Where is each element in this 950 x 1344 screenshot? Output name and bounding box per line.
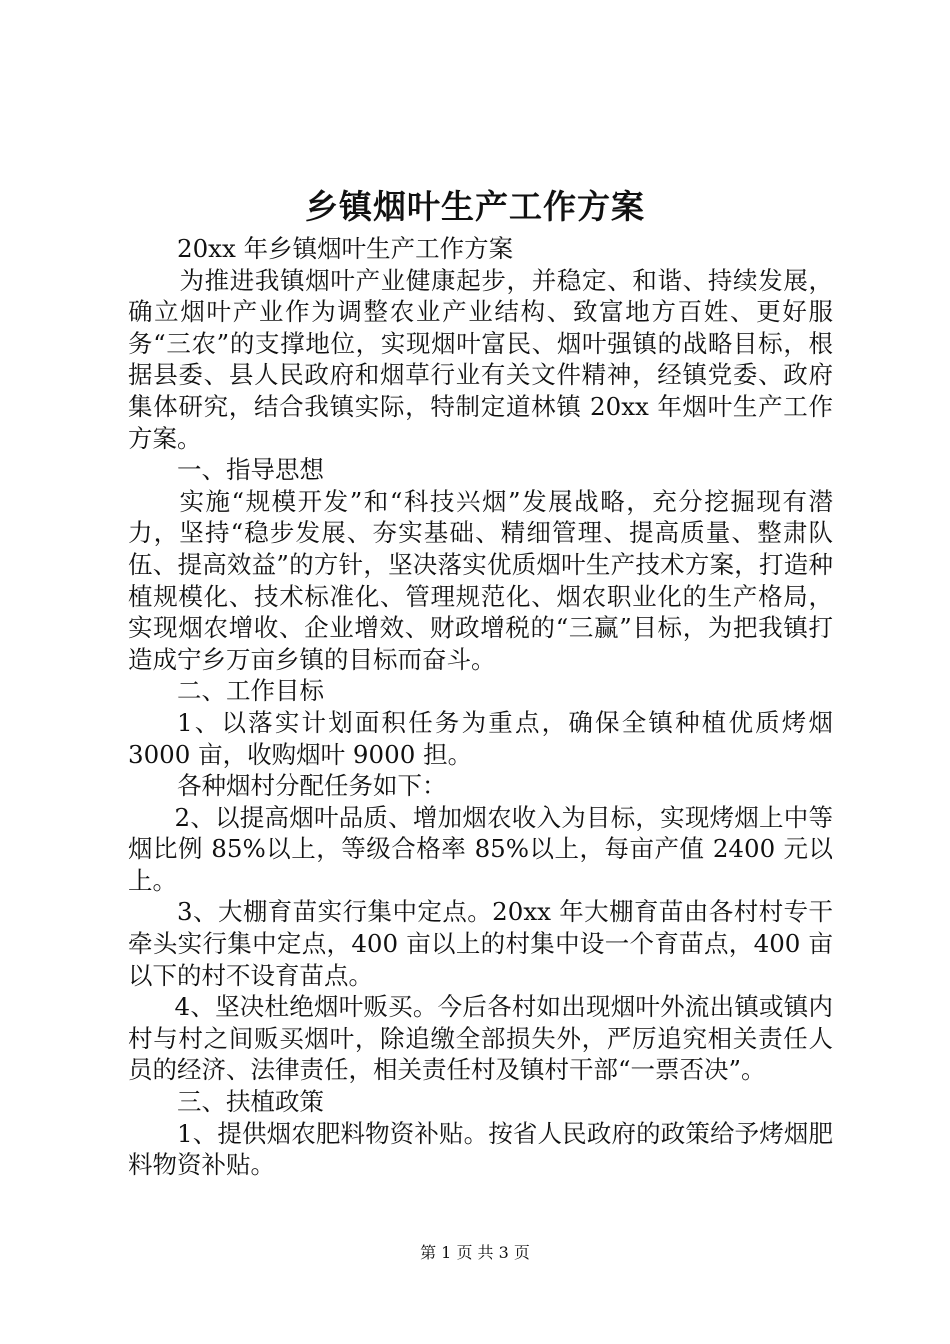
goal-item-4: 4、坚决杜绝烟叶贩买。今后各村如出现烟叶外流出镇或镇内村与村之间贩买烟叶，除追缴全部损失外，严厉追究相关责任人员的经济、法律责任，相关责任村及镇村干部“一票否决”。	[128, 992, 833, 1085]
document-title: 乡镇烟叶生产工作方案	[305, 187, 645, 226]
goal-item-3: 3、大棚育苗实行集中定点。20xx 年大棚育苗由各村村专干牵头实行集中定点，400 亩以上的村集中设一个育苗点，400 亩以下的村不设育苗点。	[128, 897, 833, 990]
section-heading-support-policy: 三、扶植政策	[177, 1087, 324, 1117]
subtitle-paragraph: 20xx 年乡镇烟叶生产工作方案	[177, 234, 514, 263]
goal-item-2: 2、以提高烟叶品质、增加烟农收入为目标，实现烤烟上中等烟比例 85%以上，等级合格率 85%以上，每亩产值 2400 元以上。	[128, 802, 833, 895]
goal-item-1: 1、以落实计划面积任务为重点，确保全镇种植优质烤烟 3000 亩，收购烟叶 9000 担。	[128, 707, 833, 769]
page-number-footer: 第 1 页 共 3 页	[420, 1243, 530, 1262]
document-body	[128, 233, 833, 1181]
task-allocation-paragraph: 各种烟村分配任务如下：	[177, 771, 447, 801]
section-heading-guiding-thought: 一、指导思想	[177, 455, 324, 485]
section-heading-work-goals: 二、工作目标	[177, 676, 324, 706]
policy-item-1: 1、提供烟农肥料物资补贴。按省人民政府的政策给予烤烟肥料物资补贴。	[128, 1118, 833, 1180]
guiding-thought-paragraph: 实施“规模开发”和“科技兴烟”发展战略，充分挖掘现有潜力，坚持“稳步发展、夯实基础、精细管理、提高质量、整肃队伍、提高效益”的方针，坚决落实优质烟叶生产技术方案，打造种植规模化、技术标准化、管理规范化、烟农职业化的生产格局，实现烟农增收、企业增效、财政增税的“三赢”目标，为把我镇打造成宁乡万亩乡镇的目标而奋斗。	[128, 486, 833, 674]
intro-paragraph: 为推进我镇烟叶产业健康起步，并稳定、和谐、持续发展，确立烟叶产业作为调整农业产业结构、致富地方百姓、更好服务“三农”的支撑地位，实现烟叶富民、烟叶强镇的战略目标，根据县委、县人民政府和烟草行业有关文件精神，经镇党委、政府集体研究，结合我镇实际，特制定道林镇 20xx 年烟叶生产工作方案。	[128, 265, 833, 453]
